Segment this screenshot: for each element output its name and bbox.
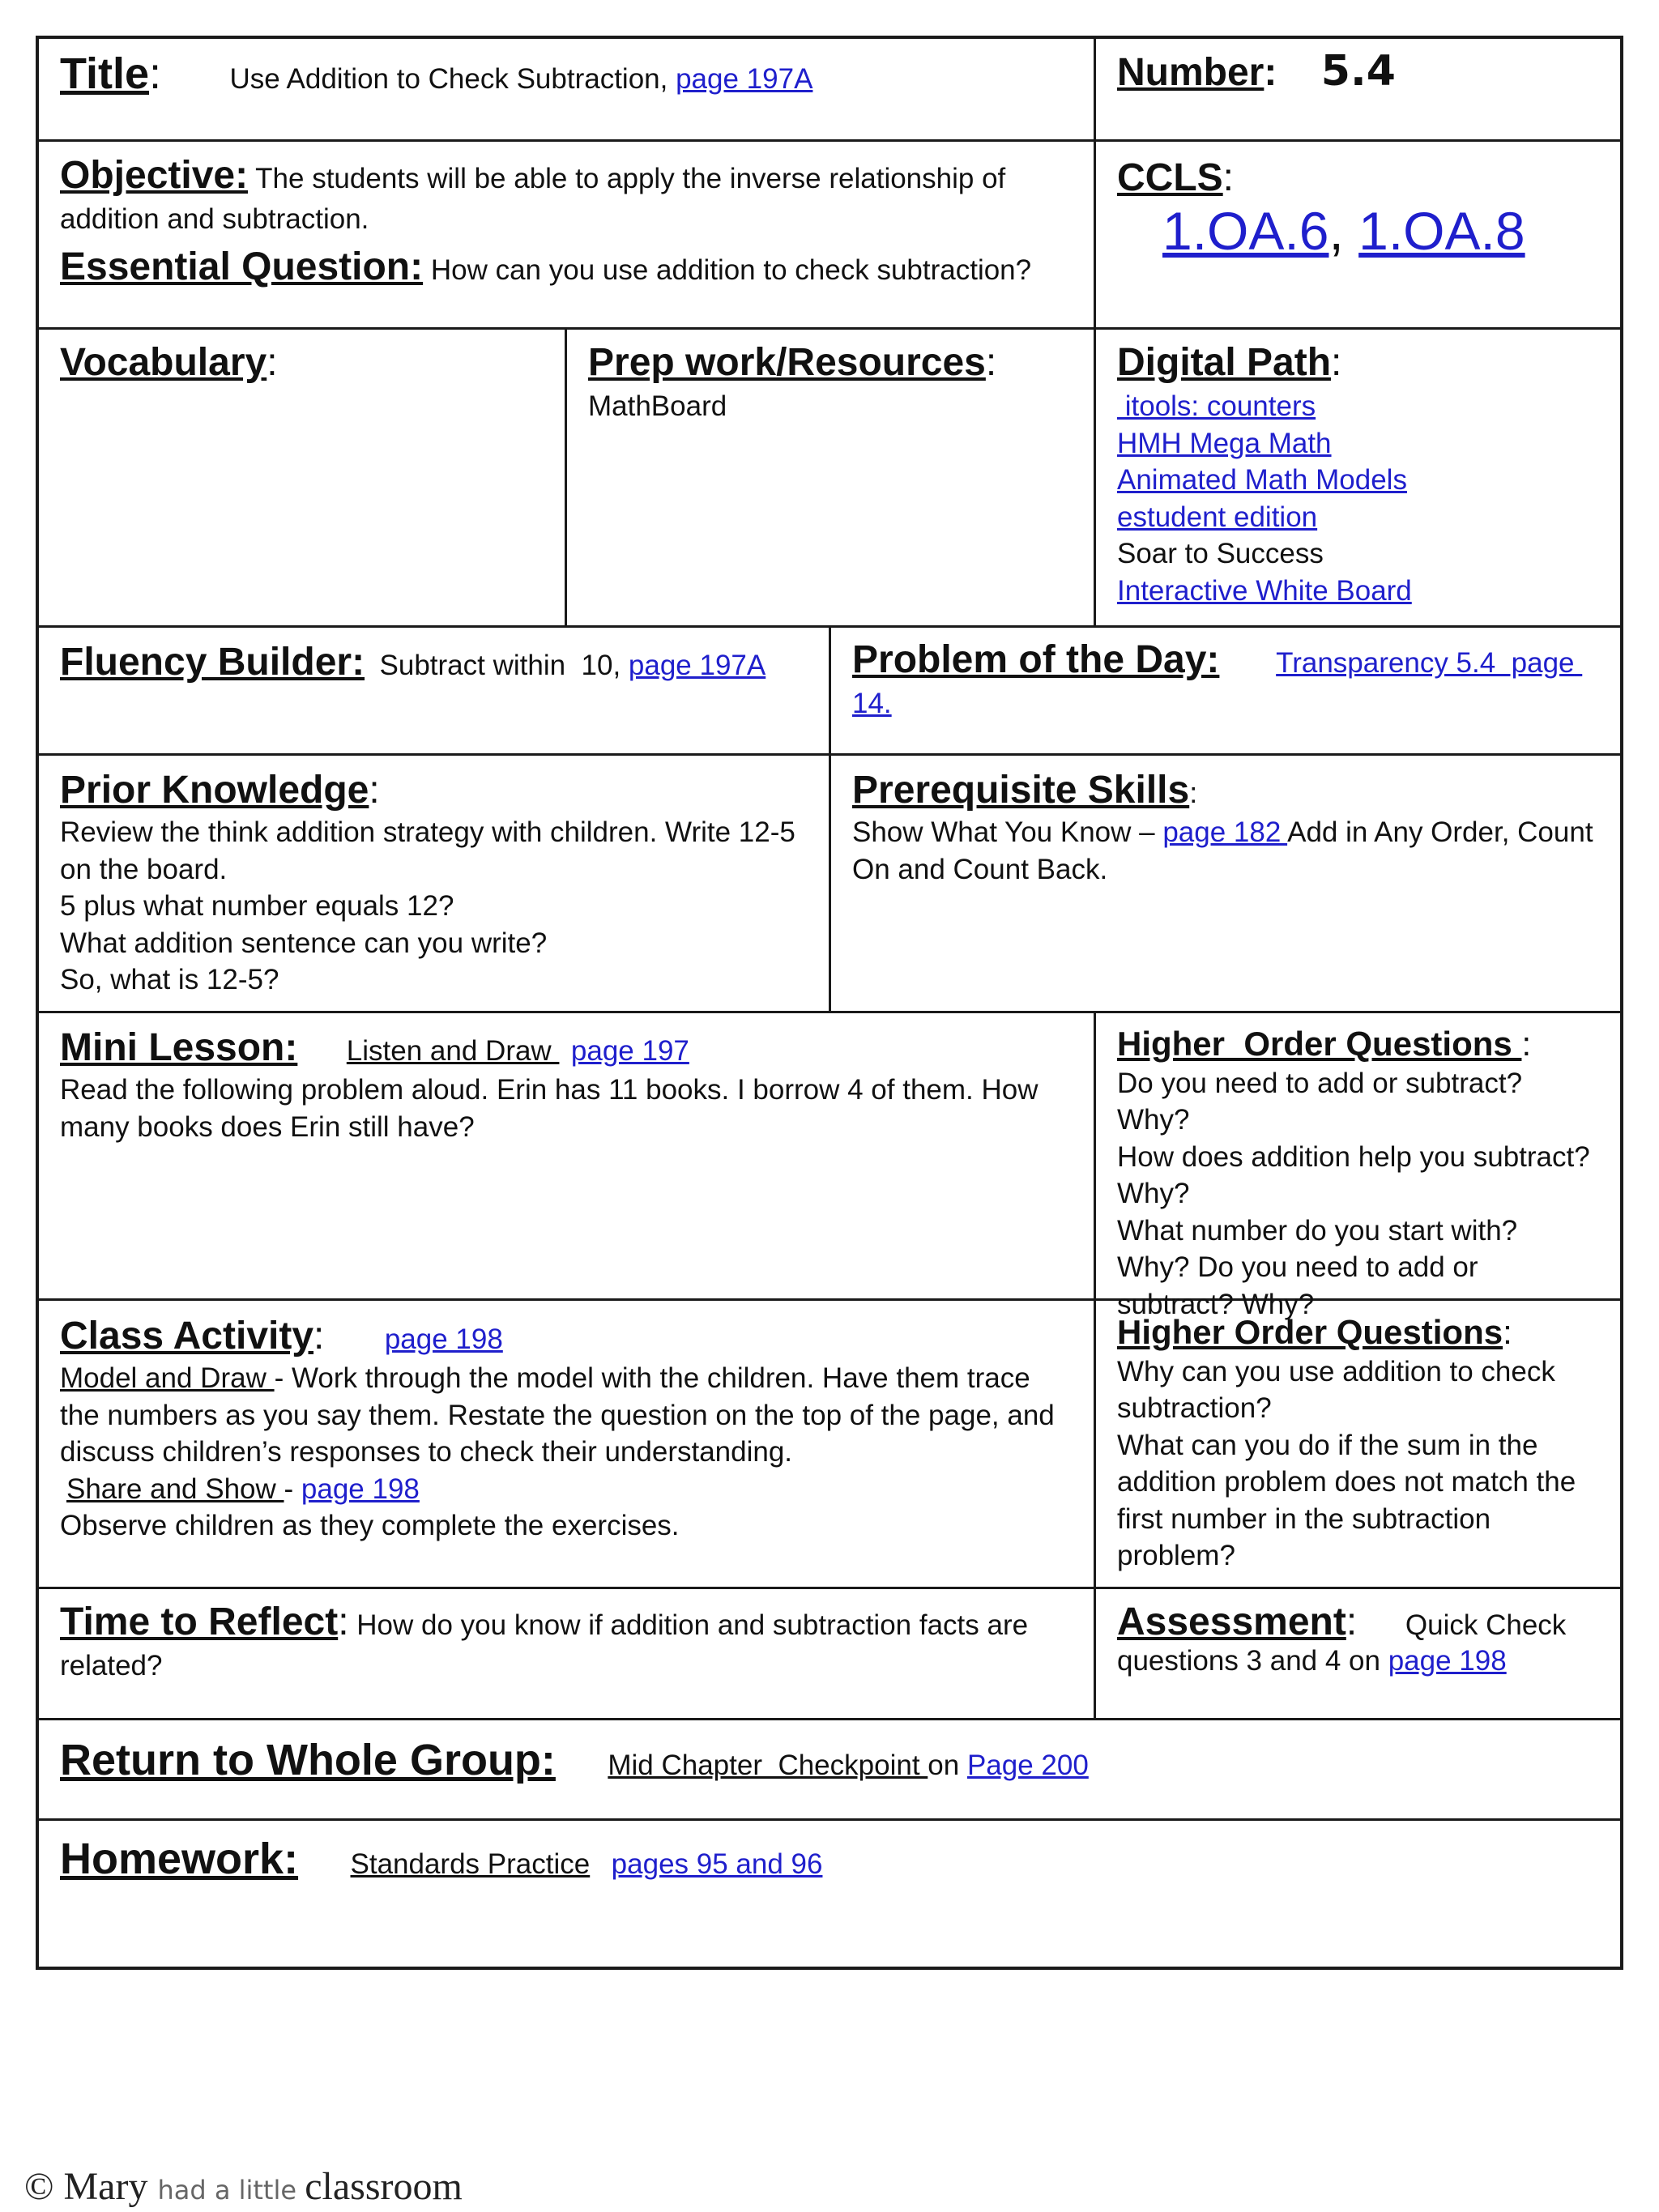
fluency-text: Subtract within 10, [379,650,629,681]
model-and-draw-label: Model and Draw [60,1362,275,1394]
mini-lesson-page-link[interactable]: page 197 [570,1035,689,1067]
row-divider [36,327,1623,330]
hoq1-label: Higher Order Questions [1117,1025,1522,1063]
whole-group-on: on [928,1750,967,1781]
whole-group-cell [39,1735,1618,1785]
hoq1-cell: Higher Order Questions : Do you need to add or subtract? Why? How does addition help you subtract? Why? What number do you start with? Why? Do you need to add or subtract? Why? [1096,1025,1621,1323]
fluency-page-link[interactable]: page 197A [628,650,766,681]
share-and-show-sep: - [284,1473,301,1505]
reflect-cell: Time to Reflect: How do you know if addition and subtraction facts are related? [60,1600,1029,1681]
footer-copy: © Mary [24,2165,158,2208]
prior-line: So, what is 12-5? [60,964,279,995]
assessment-text: Quick Check [1405,1609,1567,1641]
prereq-text: Show What You Know – [852,816,1163,848]
row-divider [36,1587,1623,1589]
reflect-text: How do you know if addition and subtraction facts are related? [60,1609,1029,1681]
objective-label: Objective: [60,154,249,197]
row-divider [36,1718,1623,1720]
digital-path-cell: Digital Path: itools: counters HMH Mega Math Animated Math Models estudent edition Soar to Success Interactive White Board [1096,340,1621,609]
prior-line: on the board. [60,853,228,885]
objective-text: The students will be able to apply the inverse relationship of addition and subtraction. [60,163,1006,235]
ccls-separator: , [1328,201,1359,261]
digital-path-whiteboard-link[interactable]: Interactive White Board [1117,574,1412,607]
objective-cell [39,156,1092,293]
model-and-draw-text: - Work through the model with the children. Have them trace the numbers as you say them. Restate the question on the top of the page, and discuss children’s responses to check their understanding. [60,1362,1055,1468]
prior-line: Review the think addition strategy with children. Write 12-5 [60,816,795,848]
border-bottom [36,1967,1623,1970]
fluency-cell [39,640,829,684]
hoq2-cell: Higher Order Questions: Why can you use addition to check subtraction? What can you do if the sum in the addition problem does not match the first number in the subtraction problem? [1096,1314,1621,1575]
prior-line: 5 plus what number equals 12? [60,890,454,922]
fluency-label: Fluency Builder: [60,641,365,684]
prereq-page-link[interactable]: page 182 [1162,816,1288,848]
title-page-link[interactable]: page 197A [676,63,813,95]
whole-group-label: Return to Whole Group: [60,1736,556,1784]
prior-line: What addition sentence can you write? [60,927,548,959]
number-label: Number [1117,51,1265,94]
mini-lesson-label: Mini Lesson: [60,1026,298,1069]
digital-path-megamath-link[interactable]: HMH Mega Math [1117,427,1332,459]
title-label: Title [60,49,150,98]
hoq1-line: Why? Do you need to add or [1117,1251,1478,1283]
ccls-link-1oa6[interactable]: 1.OA.6 [1162,201,1329,261]
prereq-cell: Prerequisite Skills: Show What You Know – page 182 Add in Any Order, Count On and Count Back. [852,769,1593,885]
share-and-show-label: Share and Show [66,1473,284,1505]
vocabulary-cell: Vocabulary: [60,341,278,384]
title-cell: Title: Use Addition to Check Subtraction, page 197A [60,49,813,98]
class-activity-page-link[interactable]: page 198 [384,1323,503,1355]
assessment-cell: Assessment: Quick Check questions 3 and 4 on page 198 [1117,1600,1567,1677]
potd-transparency-link[interactable]: Transparency 5.4 page 14. [852,647,1583,719]
ccls-cell: CCLS: 1.OA.6, 1.OA.8 [1117,156,1525,261]
share-and-show-page-link[interactable]: page 198 [301,1473,420,1505]
hoq1-line: subtract? Why? [1117,1288,1315,1320]
mini-lesson-text: Read the following problem aloud. Erin has 11 books. I borrow 4 of them. How many books does Erin still have? [60,1074,1038,1143]
hoq2-line: subtraction? [1117,1392,1272,1424]
digital-path-animated-link[interactable]: Animated Math Models [1117,464,1407,496]
whole-group-sub: Mid Chapter Checkpoint [608,1750,928,1781]
hoq2-line: Why can you use addition to check [1117,1355,1555,1387]
ccls-link-1oa8[interactable]: 1.OA.8 [1358,201,1525,261]
border-top [36,36,1623,39]
row-divider [36,1818,1623,1821]
footer-small: had a little [157,2175,305,2206]
vocabulary-label: Vocabulary [60,341,267,384]
row-divider [36,139,1623,142]
homework-cell [39,1834,1618,1884]
assessment-text-2: questions 3 and 4 on [1117,1645,1388,1677]
hoq1-line: What number do you start with? [1117,1214,1518,1247]
prereq-label: Prerequisite Skills [852,769,1190,812]
reflect-label: Time to Reflect [60,1600,339,1643]
title-text: Use Addition to Check Subtraction, [229,63,676,95]
potd-cell [831,640,1621,724]
homework-pages-link[interactable]: pages 95 and 96 [611,1848,823,1880]
essential-question-label: Essential Question: [60,245,424,288]
border-right [1620,36,1623,1970]
whole-group-page-link[interactable]: Page 200 [966,1750,1089,1781]
hoq2-line: What can you do if the sum in the [1117,1429,1538,1461]
essential-question-text: How can you use addition to check subtraction? [430,254,1032,286]
mini-lesson-cell [39,1025,1092,1145]
copyright-footer [24,2164,463,2209]
class-activity-cell: Class Activity: page 198 Model and Draw - Work through the model with the children. Have them trace the numbers as you say them. Restate the question on the top of the page, and discuss children’s responses to check their understanding. Share and Show - page 198 Observe children as they complete the exercises. [39,1314,1092,1545]
digital-path-itools-link[interactable]: itools: counters [1117,390,1316,422]
assessment-page-link[interactable]: page 198 [1388,1645,1507,1677]
digital-path-soar-text: Soar to Success [1117,538,1324,569]
prep-cell: Prep work/Resources: MathBoard [567,340,1092,425]
hoq1-line: Why? [1117,1178,1190,1209]
prep-label: Prep work/Resources [588,341,986,384]
footer-end: classroom [305,2165,463,2208]
prior-knowledge-cell: Prior Knowledge: Review the think addition strategy with children. Write 12-5 on the board. 5 plus what number equals 12? What addition sentence can you write? So, what is 12-5? [39,768,829,999]
ccls-label: CCLS [1117,156,1223,199]
hoq1-line: Do you need to add or subtract? Why? [1117,1067,1523,1136]
hoq2-line: addition problem does not match the [1117,1466,1576,1498]
prior-knowledge-label: Prior Knowledge [60,769,369,812]
number-cell: Number: 5.4 [1117,47,1396,96]
prereq-text-2: Add in Any Order, Count On and Count Back. [852,816,1593,885]
digital-path-label: Digital Path [1117,341,1332,384]
class-activity-observe: Observe children as they complete the exercises. [60,1510,680,1541]
assessment-label: Assessment [1117,1600,1346,1643]
mini-lesson-sub: Listen and Draw [346,1035,560,1067]
hoq2-line: problem? [1117,1540,1235,1571]
class-activity-label: Class Activity [60,1315,314,1357]
number-value: 5.4 [1320,47,1396,96]
potd-label: Problem of the Day: [852,638,1220,681]
homework-label: Homework: [60,1835,299,1883]
prep-text: MathBoard [588,390,727,422]
homework-sub: Standards Practice [350,1848,591,1880]
hoq2-label: Higher Order Questions [1117,1313,1503,1351]
hoq1-line: How does addition help you subtract? [1117,1140,1590,1173]
hoq2-line: first number in the subtraction [1117,1502,1491,1535]
digital-path-estudent-link[interactable]: estudent edition [1117,501,1318,533]
